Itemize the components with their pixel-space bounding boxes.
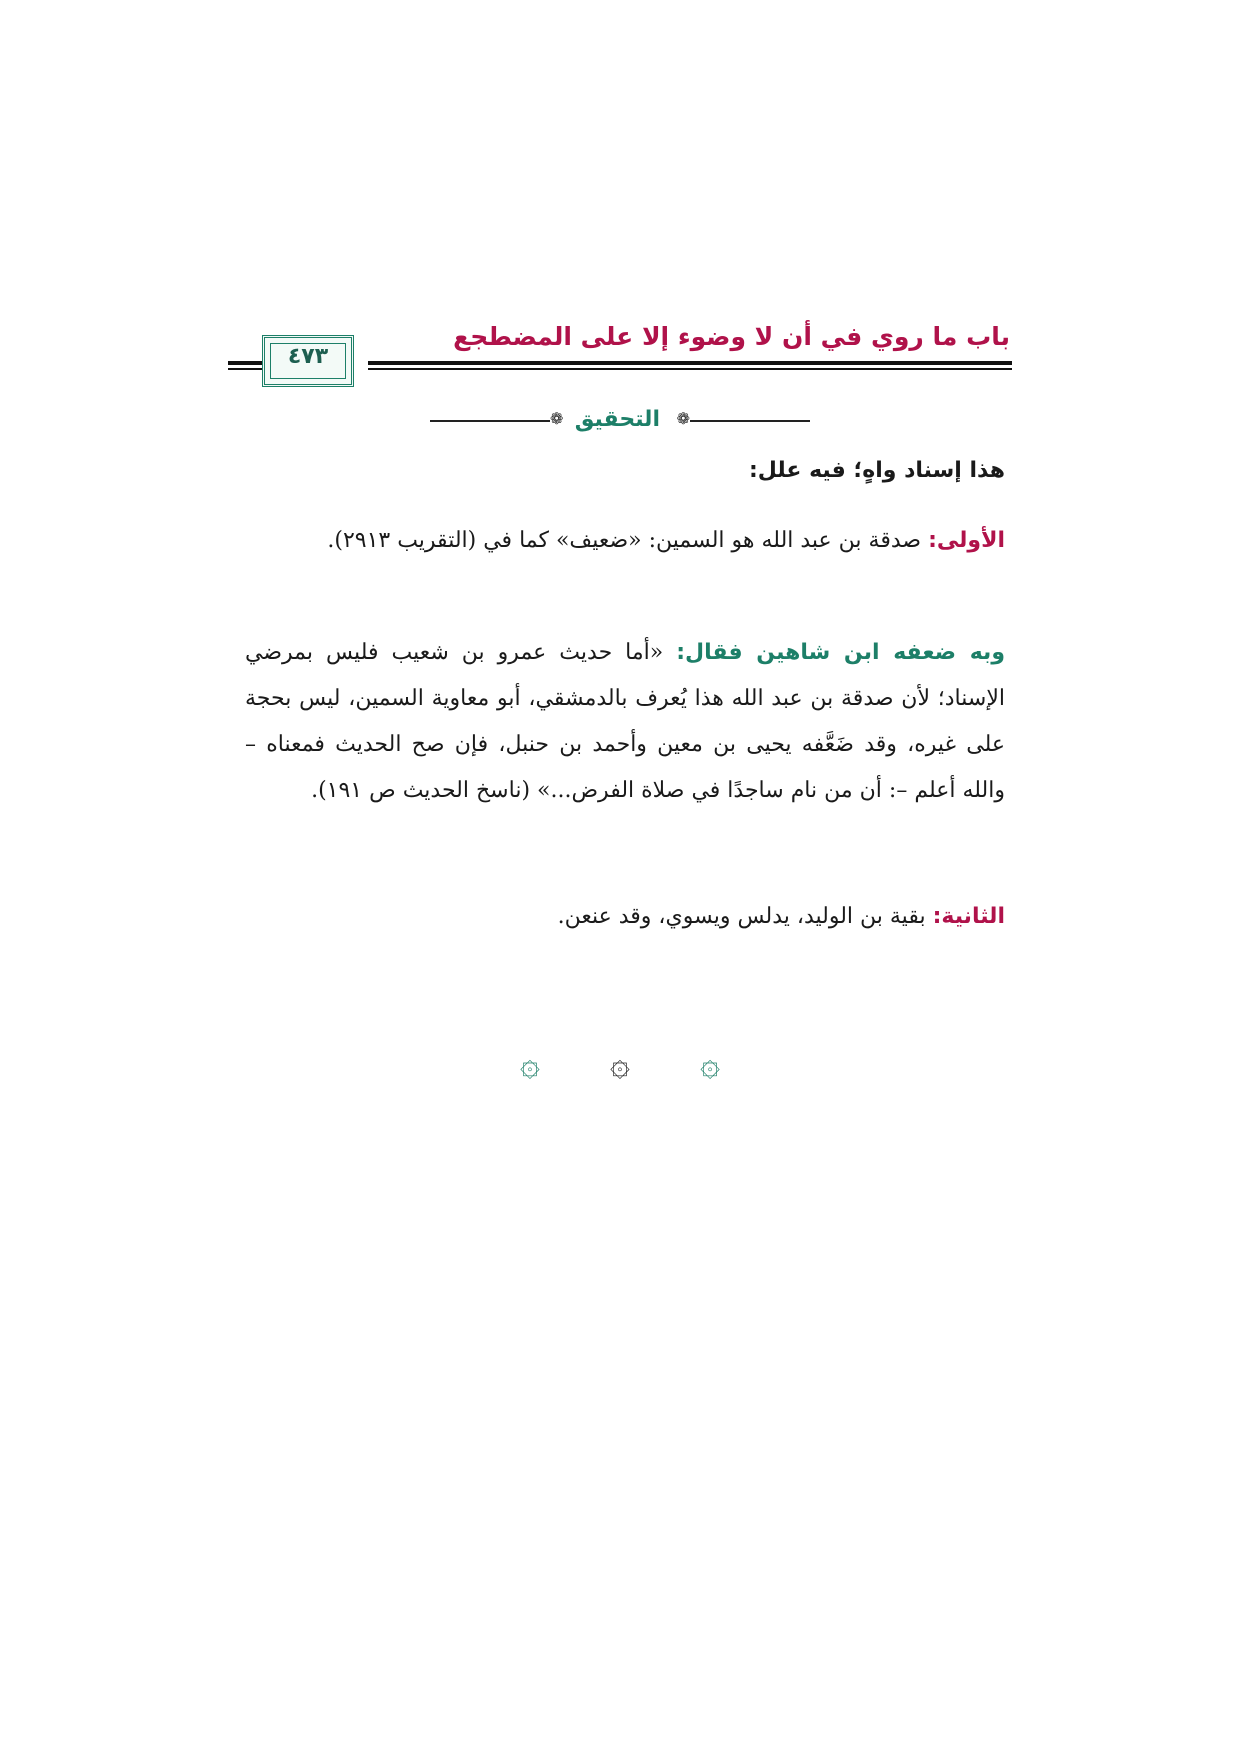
- divider-ornament-icon: ❁: [676, 409, 690, 428]
- divider-line-right: [690, 420, 810, 422]
- first-defect-label: الأولى:: [928, 528, 1005, 553]
- second-defect-label: الثانية:: [932, 904, 1005, 929]
- ibn-shahin-label: وبه ضعفه ابن شاهين فقال:: [676, 640, 1005, 665]
- intro-paragraph: هذا إسناد واهٍ؛ فيه علل:: [748, 458, 1005, 483]
- header-rule: [368, 361, 1012, 365]
- star-ornament-icon: ۞: [610, 1044, 630, 1084]
- header-rule-thin: [368, 368, 1012, 370]
- paragraph-first-defect: [245, 518, 1005, 564]
- paragraph-second-defect: [245, 894, 1005, 940]
- page-number-frame: [262, 335, 354, 387]
- star-ornament-icon: ۞: [520, 1044, 540, 1084]
- star-ornament-icon: ۞: [700, 1044, 720, 1084]
- first-defect-text: صدقة بن عبد الله هو السمين: «ضعيف» كما في (التقريب ٢٩١٣).: [327, 528, 929, 553]
- second-defect-text: بقية بن الوليد، يدلس ويسوي، وقد عنعن.: [557, 904, 933, 929]
- header-rule-left-thin: [228, 368, 262, 370]
- paragraph-ibn-shahin-quote: [245, 630, 1005, 814]
- page-number: ٤٧٣: [287, 344, 329, 369]
- running-title: باب ما روي في أن لا وضوء إلا على المضطجع: [453, 322, 1010, 351]
- section-title: التحقيق: [574, 407, 660, 432]
- ibn-shahin-quote-text: «أما حديث عمرو بن شعيب فليس بمرضي الإسناد؛ لأن صدقة بن عبد الله هذا يُعرف بالدمشقي، أبو معاوية السمين، ليس بحجة على غيره، وقد ضَعَّفه يحيى بن معين وأحمد بن حنبل، فإن صح الحديث فمعناه – والله أعلم –: أن من نام ساجدًا في صلاة الفرض...» (ناسخ الحديث ص ١٩١).: [245, 640, 1005, 803]
- section-divider: [430, 403, 810, 439]
- divider-ornament-icon: ❁: [550, 409, 564, 428]
- divider-line-left: [430, 420, 550, 422]
- end-ornament: [520, 1040, 720, 1088]
- header-rule-left: [228, 361, 262, 365]
